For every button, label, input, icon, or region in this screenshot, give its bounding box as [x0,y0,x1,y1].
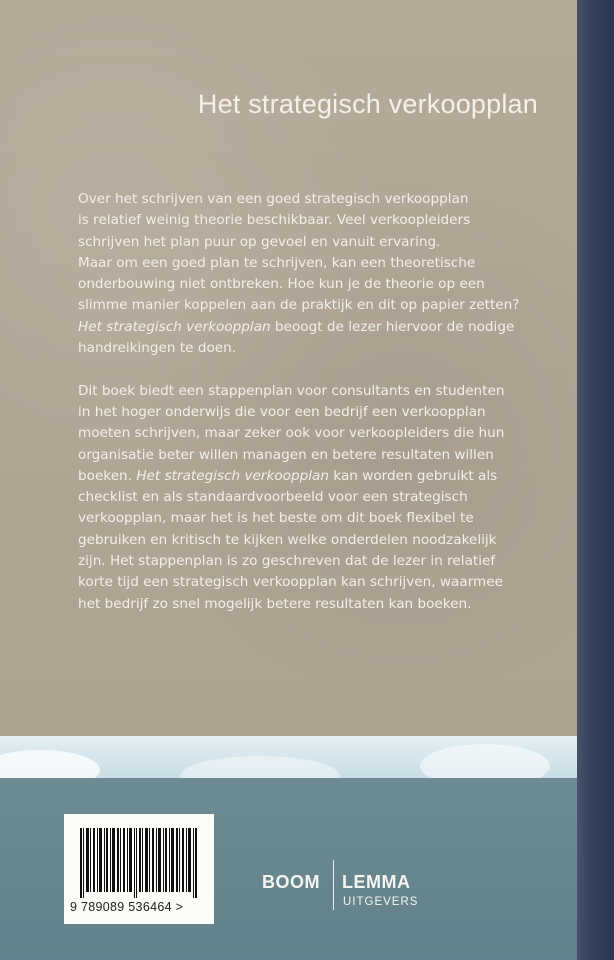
barcode-icon [80,828,198,898]
publisher-name-lemma: LEMMA [342,872,411,892]
publisher-name-boom: BOOM [262,872,320,892]
blurb-line: handreikingen te doen. [78,340,237,357]
blurb-line-rest: kan worden gebruikt als [328,467,498,484]
blurb-line: Over het schrijven van een goed strategisch verkoopplan [78,191,469,207]
blurb-line-rest: beoogt de lezer hiervoor de nodige [270,318,515,335]
blurb-paragraph-1 [78,189,548,359]
blurb-line: Dit boek biedt een stappenplan voor consultants en studenten [78,382,505,399]
blurb-line: organisatie beter willen managen en betere resultaten willen [78,446,494,463]
blurb-line: is relatief weinig theorie beschikbaar. Veel verkoopleiders [78,212,471,229]
blurb-line: slimme manier koppelen aan de praktijk en dit op papier zetten? [78,297,520,314]
book-title: Het strategisch verkoopplan [197,89,538,119]
blurb-line: zijn. Het stappenplan is zo geschreven dat de lezer in relatief [78,553,496,570]
blurb-line: in het hoger onderwijs die voor een bedrijf een verkoopplan [78,403,486,420]
blurb-text [78,189,548,636]
blurb-line: Maar om een goed plan te schrijven, kan een theoretische [78,254,476,271]
blurb-line-start: boeken. [78,467,137,484]
blurb-paragraph-2 [78,381,548,615]
blurb-line: checklist en als standaardvoorbeeld voor een strategisch [78,489,468,506]
blurb-line: moeten schrijven, maar zeker ook voor verkoopleiders die hun [78,425,505,442]
barcode-label [64,814,214,924]
italic-book-title: Het strategisch verkoopplan [136,467,329,484]
cloud-shape [420,744,550,778]
blurb-line: gebruiken en kritisch te kijken welke onderdelen noodzakelijk [78,531,497,548]
blurb-line: onderbouwing niet ontbreken. Hoe kun je de theorie op een [78,276,485,293]
italic-book-title: Het strategisch verkoopplan [78,318,271,335]
blurb-line: schrijven het plan puur op gevoel en vanuit ervaring. [78,233,441,250]
cloud-shape [0,750,100,778]
blurb-line: het bedrijf zo snel mogelijk betere resultaten kan boeken. [78,595,472,612]
logo-divider [333,860,334,910]
blurb-line [78,466,548,487]
blurb-line: verkoopplan, maar het is het beste om dit boek flexibel te [78,510,474,527]
blurb-line [78,317,548,338]
cloud-shape [180,756,340,778]
blurb-line: korte tijd een strategisch verkoopplan kan schrijven, waarmee [78,574,504,591]
book-spine-edge [577,0,614,960]
sky-cloud-strip [0,736,577,778]
publisher-subtitle: UITGEVERS [343,896,419,908]
isbn-number: 9 789089 536464 > [70,900,184,914]
